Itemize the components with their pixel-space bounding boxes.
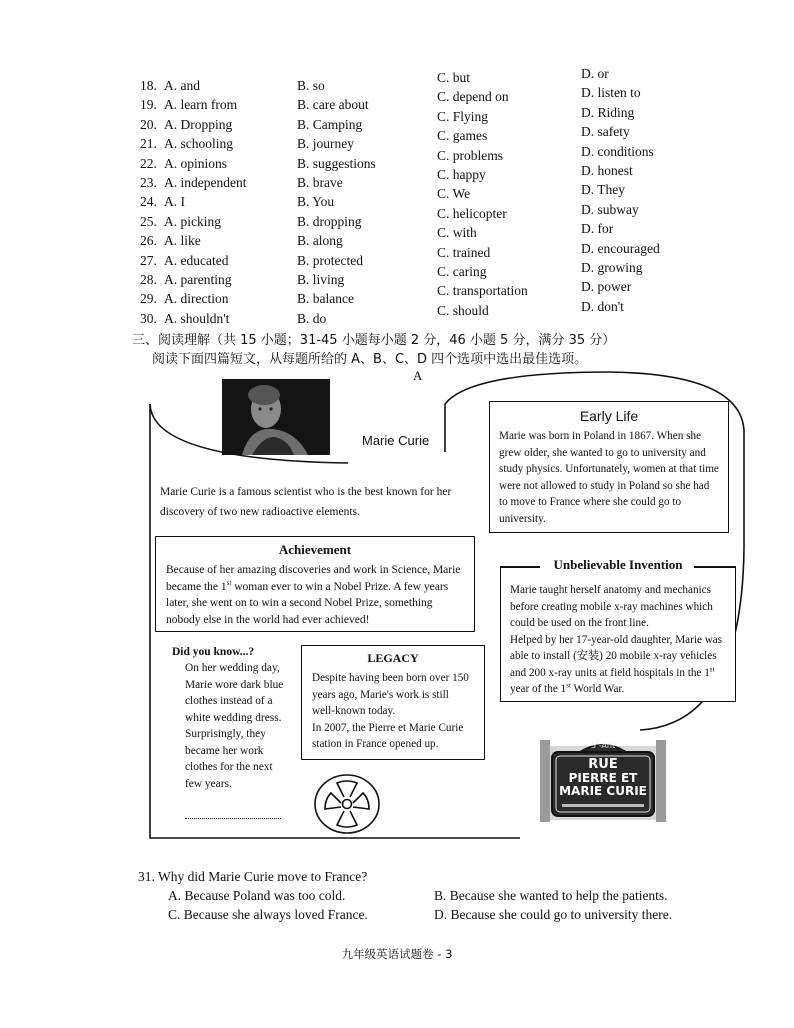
- achievement-title: Achievement: [278, 542, 352, 557]
- cloze-option-b: B. protected: [297, 252, 363, 268]
- did-you-know-panel: [172, 646, 284, 792]
- cloze-option-b: B. so: [297, 78, 325, 93]
- marie-curie-portrait: [222, 379, 330, 455]
- cloze-option-c: C. trained: [437, 244, 491, 260]
- cloze-option-b: B. living: [297, 272, 345, 287]
- cloze-question-number: 19.: [140, 97, 157, 113]
- cloze-option-c: C. but: [437, 70, 471, 85]
- cloze-option-c: C. caring: [437, 264, 487, 279]
- cloze-option-c: C. games: [437, 128, 488, 144]
- cloze-option-a: A. educated: [164, 252, 229, 268]
- early-life-title: Early Life: [579, 408, 639, 424]
- page-footer: 九年级英语试题卷 - 3: [341, 947, 453, 961]
- radiation-icon: [313, 773, 381, 835]
- intro-text: Marie Curie is a famous scientist who is the best known for her discovery of two new radioactive elements.: [160, 486, 452, 518]
- cloze-option-d: D. subway: [581, 201, 639, 217]
- cloze-option-b: B. do: [297, 310, 327, 326]
- invention-title: Unbelievable Invention: [553, 557, 683, 572]
- cloze-option-d: D. don't: [581, 298, 624, 314]
- cloze-option-a: A. parenting: [164, 272, 232, 287]
- cloze-option-c: C. depend on: [437, 89, 509, 105]
- cloze-question-number: 20.: [140, 116, 157, 132]
- cloze-option-b: B. You: [297, 194, 335, 210]
- cloze-option-c: C. transportation: [437, 283, 528, 299]
- cloze-option-a: A. opinions: [164, 155, 228, 171]
- early-life-text: Marie was born in Poland in 1867. When she grew older, she wanted to go to university and study physics. Unfortunately, women at that time were not allowed to study in Poland so she had to move to France where she could go to university.: [499, 430, 719, 525]
- achievement-text: Because of her amazing discoveries and work in Science, Marie became the 1st woman ever to win a Nobel Prize. A few years later, she went on to win a second Nobel Prize, something nobody else in the world had ever achieved!: [166, 564, 461, 626]
- legacy-box: [301, 645, 485, 760]
- cloze-option-a: A. and: [164, 78, 200, 93]
- cloze-option-a: A. learn from: [164, 97, 238, 113]
- early-life-box: [489, 401, 729, 533]
- invention-box: [500, 566, 736, 702]
- question-31-stem: 31. Why did Marie Curie move to France?: [138, 869, 368, 884]
- cloze-question-number: 27.: [140, 252, 157, 268]
- cloze-option-b: B. along: [297, 233, 343, 249]
- cloze-option-c: C. happy: [437, 167, 486, 182]
- cloze-option-d: D. honest: [581, 163, 633, 178]
- cloze-question-number: 21.: [140, 136, 157, 152]
- cloze-option-d: D. safety: [581, 124, 630, 140]
- cloze-option-d: D. for: [581, 221, 614, 237]
- cloze-option-a: A. Dropping: [164, 116, 233, 132]
- cloze-option-b: B. brave: [297, 175, 343, 190]
- cloze-option-b: B. dropping: [297, 213, 362, 229]
- cloze-question-number: 24.: [140, 194, 157, 210]
- achievement-box: [155, 536, 475, 632]
- cloze-option-a: A. picking: [164, 213, 221, 229]
- cloze-option-b: B. Camping: [297, 116, 363, 132]
- cloze-option-a: A. like: [164, 233, 201, 249]
- cloze-option-b: B. journey: [297, 136, 354, 152]
- cloze-option-b: B. suggestions: [297, 155, 376, 171]
- question-31-option-d: D. Because she could go to university there.: [434, 907, 673, 922]
- cloze-option-d: D. or: [581, 66, 609, 81]
- cloze-question-number: 22.: [140, 155, 157, 171]
- cloze-option-d: D. Riding: [581, 104, 635, 120]
- cloze-option-d: D. encouraged: [581, 240, 660, 256]
- cloze-option-b: B. care about: [297, 97, 369, 113]
- cloze-question-number: 18.: [140, 78, 157, 93]
- marie-curie-name-label: Marie Curie: [362, 433, 430, 448]
- sign-top-text: $S^t$-Ant: [590, 738, 616, 750]
- dotted-line: [185, 818, 281, 819]
- street-sign: [540, 740, 666, 822]
- invention-text: Marie taught herself anatomy and mechanics before creating mobile x-ray machines which could be used on the front line. Helped by her 17-year-old daughter, Marie was able to install (安装) 20 mobile x-ray vehicles and 200 x-ray units at field hospitals in the 1st year of the 1st World War.: [510, 584, 723, 695]
- cloze-option-c: C. helicopter: [437, 205, 507, 221]
- did-you-know-title: Did you know...?: [172, 646, 255, 658]
- cloze-option-a: A. independent: [164, 175, 247, 190]
- cloze-option-a: A. shouldn't: [164, 310, 230, 326]
- sign-line-2: PIERRE ET: [568, 771, 638, 785]
- cloze-option-d: D. power: [581, 279, 632, 295]
- cloze-question-number: 30.: [140, 310, 157, 326]
- cloze-option-a: A. I: [164, 194, 185, 210]
- cloze-option-c: C. Flying: [437, 108, 489, 124]
- cloze-option-a: A. schooling: [164, 136, 233, 152]
- question-31-option-b: B. Because she wanted to help the patients.: [434, 888, 668, 903]
- cloze-option-c: C. should: [437, 302, 489, 318]
- cloze-question-number: 29.: [140, 291, 157, 307]
- cloze-option-c: C. with: [437, 225, 477, 241]
- cloze-option-d: D. conditions: [581, 143, 654, 159]
- cloze-option-c: C. problems: [437, 147, 503, 163]
- sign-line-1: RUE: [588, 757, 618, 772]
- cloze-option-d: D. growing: [581, 260, 643, 275]
- cloze-question-number: 25.: [140, 213, 157, 229]
- cloze-option-b: B. balance: [297, 291, 354, 307]
- question-31-option-c: C. Because she always loved France.: [168, 907, 368, 922]
- cloze-question-number: 26.: [140, 233, 157, 249]
- cloze-option-d: D. listen to: [581, 85, 641, 101]
- passage-label: A: [413, 368, 423, 383]
- section-title: 三、阅读理解（共 15 小题；31-45 小题每小题 2 分，46 小题 5 分，满分 35 分）: [132, 333, 616, 348]
- cloze-question-number: 28.: [140, 272, 157, 287]
- did-you-know-text: On her wedding day, Marie wore dark blue clothes instead of a white wedding dress. Surprisingly, they became her work clothes for the next few years.: [185, 662, 284, 790]
- sign-line-3: MARIE CURIE: [559, 784, 647, 798]
- cloze-option-a: A. direction: [164, 291, 229, 307]
- legacy-title: LEGACY: [367, 651, 419, 665]
- cloze-option-d: D. They: [581, 182, 625, 198]
- section-instruction: 阅读下面四篇短文，从每题所给的 A、B、C、D 四个选项中选出最佳选项。: [152, 352, 588, 367]
- question-31-option-a: A. Because Poland was too cold.: [168, 888, 346, 903]
- cloze-question-number: 23.: [140, 175, 157, 190]
- cloze-option-c: C. We: [437, 186, 471, 202]
- legacy-text: Despite having been born over 150 years ago, Marie's work is still well-known today. In 2007, the Pierre et Marie Curie station in France opened up.: [312, 672, 469, 750]
